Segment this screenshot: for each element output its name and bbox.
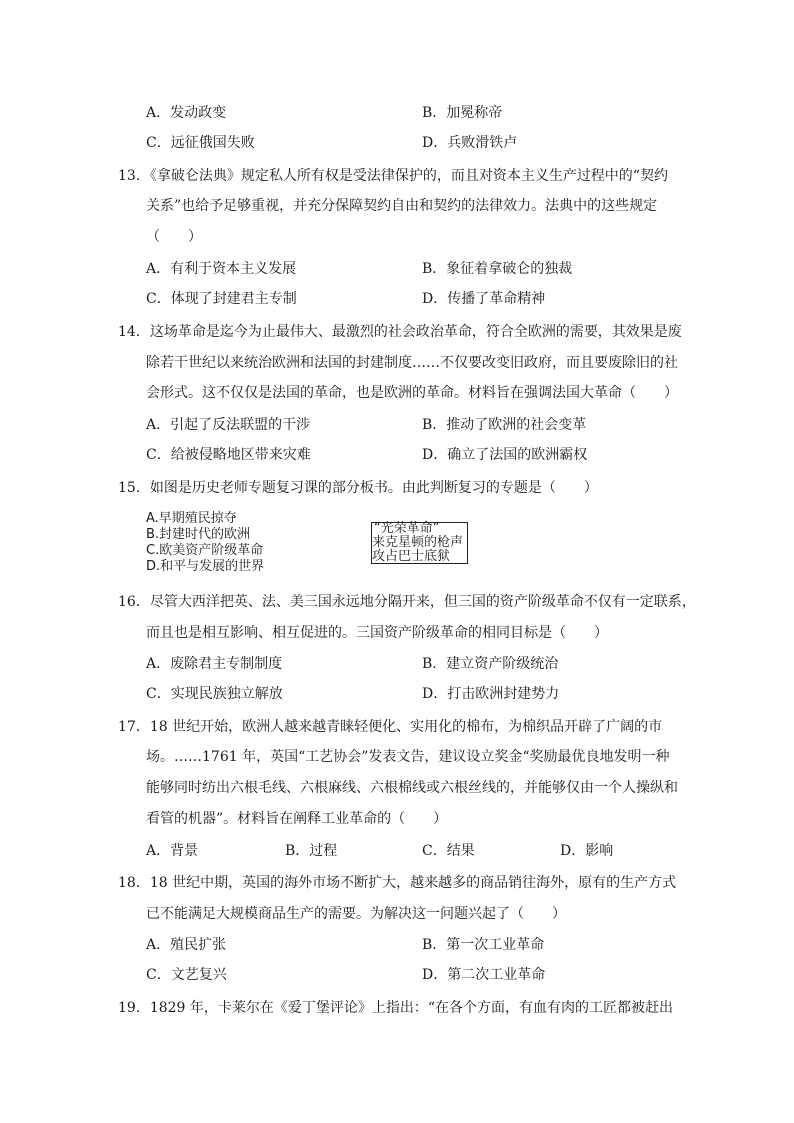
q18-option-b: B．第一次工业革命 <box>422 937 545 953</box>
q17-line-4: 看管的机器”。材料旨在阐释工业革命的（ ） <box>146 811 448 827</box>
q17-line-3: 能够同时纺出六根毛线、六根麻线、六根棉线或六根丝线的，并能够仅由一个人操纵和 <box>146 780 678 796</box>
q19-line-1: 19．1829 年，卡莱尔在《爱丁堡评论》上指出：“在各个方面，有血有肉的工匠都被赶出 <box>118 1000 674 1016</box>
q16-option-a: A．废除君主专制制度 <box>146 656 283 672</box>
q13-option-d: D．传播了革命精神 <box>422 291 546 307</box>
q13-option-c: C．体现了封建君主专制 <box>146 291 297 307</box>
q17-option-b: B．过程 <box>285 843 338 859</box>
q13-line-1: 13．《拿破仑法典》规定私人所有权是受法律保护的，而且对资本主义生产过程中的“契约 <box>118 168 668 184</box>
q16-line-2: 而且也是相互影响、相互促进的。三国资产阶级革命的相同目标是（ ） <box>146 625 608 641</box>
q18-option-d: D．第二次工业革命 <box>422 967 546 983</box>
q18-line-2: 已不能满足大规模商品生产的需要。为解决这一问题兴起了（ ） <box>146 906 566 922</box>
board-box <box>371 522 468 564</box>
q18-option-c: C．文艺复兴 <box>146 967 227 983</box>
q14-option-a: A．引起了反法联盟的干涉 <box>146 417 311 433</box>
q17-line-1: 17．18 世纪开始，欧洲人越来越青睐轻便化、实用化的棉布，为棉织品开辟了广阔的市 <box>118 719 663 735</box>
q14-line-3: 会形式。这不仅仅是法国的革命，也是欧洲的革命。材料旨在强调法国大革命（ ） <box>146 385 678 401</box>
q12-option-b: B．加冕称帝 <box>422 105 503 121</box>
q17-line-2: 场。……1761 年，英国“工艺协会”发表文告，建议设立奖金“奖励最优良地发明一种 <box>146 749 670 765</box>
q16-line-1: 16．尽管大西洋把英、法、美三国永远地分隔开来，但三国的资产阶级革命不仅有一定联系， <box>118 594 696 610</box>
q13-line-2: 关系”也给予足够重视，并充分保障契约自由和契约的法律效力。法典中的这些规定 <box>146 198 658 214</box>
q15-board-option-d: D.和平与发展的世界 <box>146 559 265 574</box>
board-box-line-3: 攻占巴士底狱 <box>372 549 451 564</box>
q14-option-c: C．给被侵略地区带来灾难 <box>146 447 311 463</box>
q14-option-d: D．确立了法国的欧洲霸权 <box>422 447 588 463</box>
q12-option-d: D．兵败滑铁卢 <box>422 135 518 151</box>
q16-option-d: D．打击欧洲封建势力 <box>422 686 560 702</box>
q14-line-1: 14．这场革命是迄今为止最伟大、最激烈的社会政治革命，符合全欧洲的需要，其效果是废 <box>118 324 682 340</box>
q16-option-c: C．实现民族独立解放 <box>146 686 283 702</box>
q15-line-1: 15．如图是历史老师专题复习课的部分板书。由此判断复习的专题是（ ） <box>118 480 598 496</box>
q12-option-c: C．远征俄国失败 <box>146 135 255 151</box>
q12-option-a: A．发动政变 <box>146 105 227 121</box>
q13-line-3: （ ） <box>146 229 202 245</box>
q16-option-b: B．建立资产阶级统治 <box>422 656 559 672</box>
q13-option-a: A．有利于资本主义发展 <box>146 261 297 277</box>
q18-line-1: 18．18 世纪中期，英国的海外市场不断扩大，越来越多的商品销往海外，原有的生产方式 <box>118 875 677 891</box>
q14-line-2: 除若干世纪以来统治欧洲和法国的封建制度……不仅要改变旧政府，而且要废除旧的社 <box>146 355 678 371</box>
q15-board-option-c: C.欧美资产阶级革命 <box>146 543 264 558</box>
q17-option-c: C．结果 <box>422 843 475 859</box>
q18-option-a: A．殖民扩张 <box>146 937 227 953</box>
q15-board-option-a: A.早期殖民掠夺 <box>146 511 237 526</box>
q15-board-option-b: B.封建时代的欧洲 <box>146 527 251 542</box>
board-box-line-2: 来克星顿的枪声 <box>372 535 464 550</box>
q17-option-a: A．背景 <box>146 843 199 859</box>
board-box-line-1: “光荣革命” <box>374 521 440 536</box>
q17-option-d: D．影响 <box>560 843 614 859</box>
q14-option-b: B．推动了欧洲的社会变革 <box>422 417 587 433</box>
q13-option-b: B．象征着拿破仑的独裁 <box>422 261 573 277</box>
